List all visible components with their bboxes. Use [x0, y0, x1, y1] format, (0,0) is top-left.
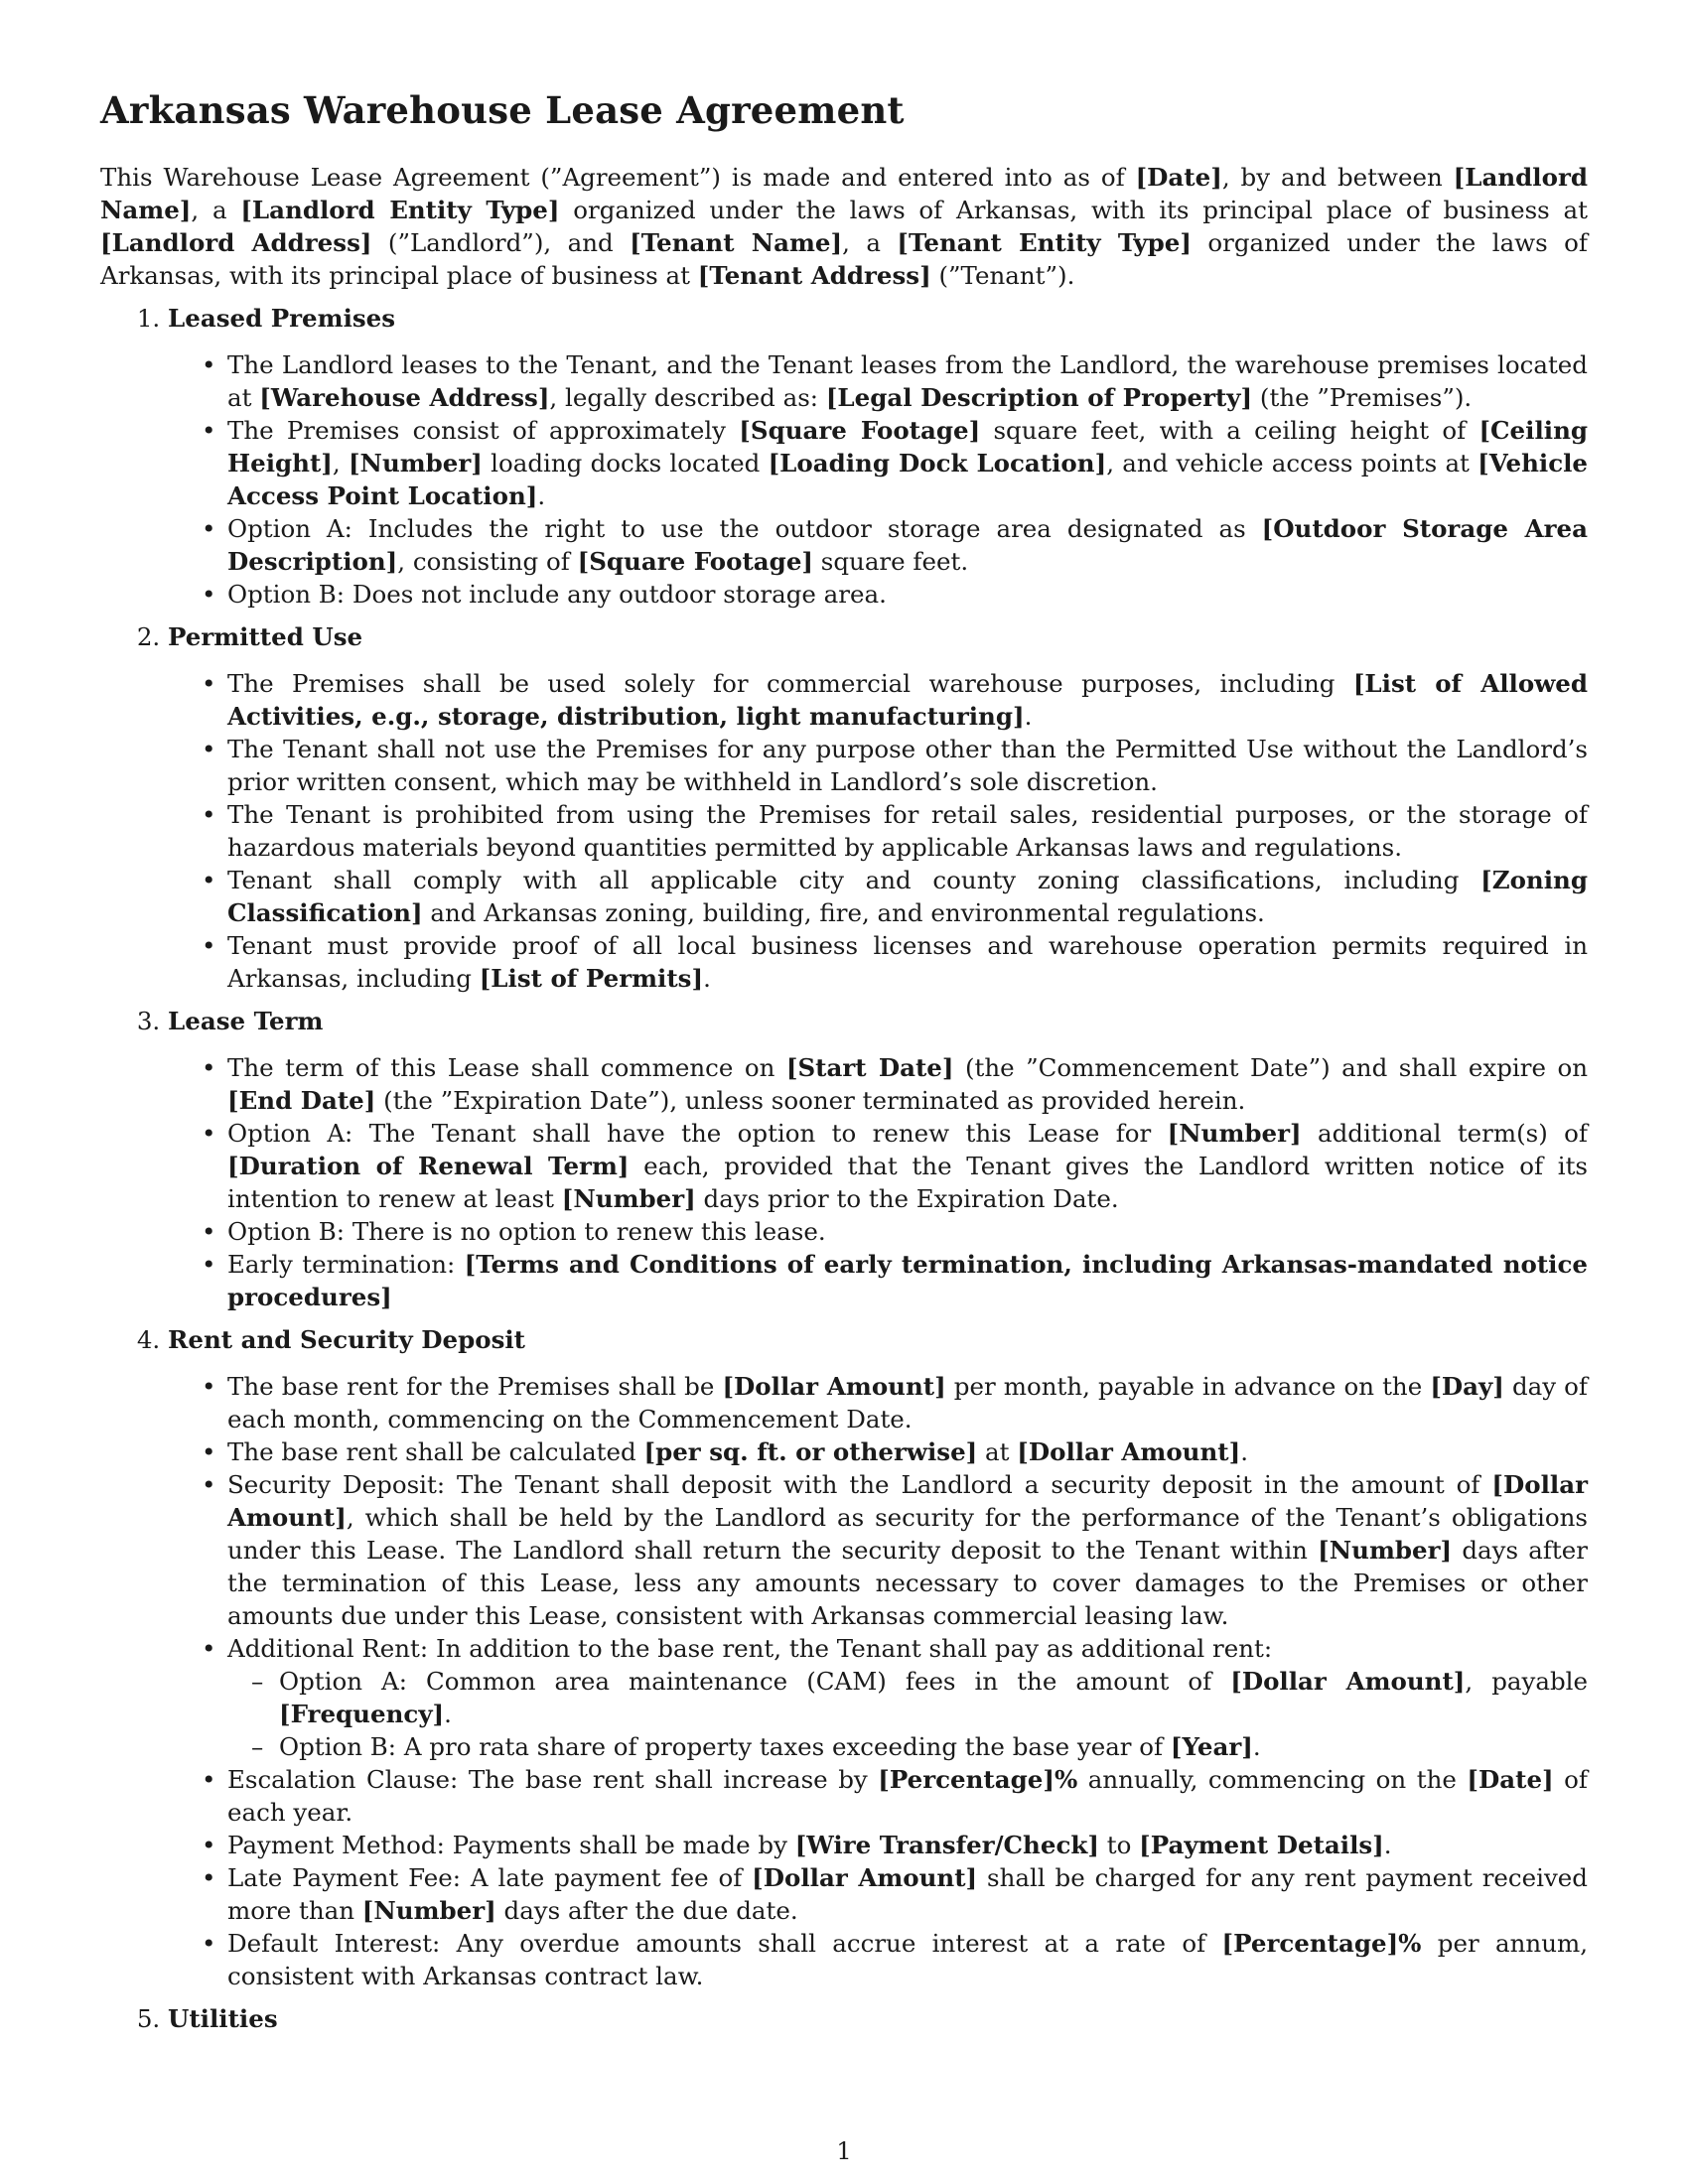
section-1: [168, 302, 1588, 611]
list-item: • Option A: Includes the right to use the outdoor storage area designated as [Outdoor Storage Area Description], consisting of [Square Footage] square feet.: [227, 512, 1588, 578]
sub-list: [227, 1665, 1588, 1763]
placeholder-field: [Landlord Entity Type]: [240, 196, 560, 224]
section-title: Utilities: [168, 2004, 278, 2033]
placeholder-field: [Year]: [1170, 1732, 1253, 1761]
list-item: • Escalation Clause: The base rent shall increase by [Percentage]% annually, commencing on the [Date] of each year.: [227, 1763, 1588, 1829]
placeholder-field: [Percentage]%: [1221, 1929, 1422, 1958]
placeholder-field: [Number]: [561, 1184, 696, 1213]
list-item: • The Tenant is prohibited from using the Premises for retail sales, residential purposes, or the storage of hazardous materials beyond quantities permitted by applicable Arkansas laws and regulations.: [227, 798, 1588, 864]
list-item: • The Tenant shall not use the Premises for any purpose other than the Permitted Use without the Landlord’s prior written consent, which may be withheld in Landlord’s sole discretion.: [227, 733, 1588, 798]
placeholder-field: [per sq. ft. or otherwise]: [643, 1437, 978, 1466]
placeholder-field: [Payment Details]: [1139, 1831, 1384, 1859]
sections-list: [100, 302, 1588, 2049]
placeholder-field: [Dollar Amount]: [227, 1470, 1588, 1532]
placeholder-field: [Dollar Amount]: [722, 1372, 946, 1401]
section-3: [168, 1005, 1588, 1313]
page-number: 1: [836, 2137, 852, 2165]
placeholder-field: [Tenant Entity Type]: [897, 228, 1192, 257]
placeholder-field: [Dollar Amount]: [1230, 1667, 1466, 1696]
list-item: • Option B: There is no option to renew this lease.: [227, 1215, 1588, 1248]
placeholder-field: [Outdoor Storage Area Description]: [227, 514, 1589, 576]
list-item: • Security Deposit: The Tenant shall deposit with the Landlord a security deposit in the amount of [Dollar Amount], which shall be held by the Landlord as security for the performance of the Tenant’s obligations under this Lease. The Landlord shall return the security deposit to the Tenant within [Number] days after the termination of this Lease, less any amounts necessary to cover damages to the Premises or other amounts due under this Lease, consistent with Arkansas commercial leasing law.: [227, 1468, 1588, 1632]
placeholder-field: [Number]: [348, 449, 483, 478]
list-item: • The Landlord leases to the Tenant, and the Tenant leases from the Landlord, the warehouse premises located at [Warehouse Address], legally described as: [Legal Description of Property] (the ”Premises”).: [227, 348, 1588, 414]
sub-list-item: – Option B: A pro rata share of property taxes exceeding the base year of [Year].: [279, 1730, 1588, 1763]
bullet-list: [168, 348, 1588, 611]
placeholder-field: [Loading Dock Location]: [768, 449, 1107, 478]
placeholder-field: [Legal Description of Property]: [825, 383, 1253, 412]
placeholder-field: [Wire Transfer/Check]: [794, 1831, 1099, 1859]
section-4: [168, 1323, 1588, 1992]
list-item: • Late Payment Fee: A late payment fee of [Dollar Amount] shall be charged for any rent payment received more than [Number] days after the due date.: [227, 1861, 1588, 1927]
list-item: • Default Interest: Any overdue amounts shall accrue interest at a rate of [Percentage]% per annum, consistent with Arkansas contract law.: [227, 1927, 1588, 1992]
placeholder-field: [Tenant Name]: [630, 228, 843, 257]
list-item: • The base rent for the Premises shall be [Dollar Amount] per month, payable in advance on the [Day] day of each month, commencing on the Commencement Date.: [227, 1370, 1588, 1435]
placeholder-field: [Frequency]: [279, 1700, 445, 1728]
placeholder-field: [Ceiling Height]: [227, 416, 1589, 478]
list-item: • Payment Method: Payments shall be made by [Wire Transfer/Check] to [Payment Details].: [227, 1829, 1588, 1861]
placeholder-field: [Square Footage]: [739, 416, 981, 445]
document-title: Arkansas Warehouse Lease Agreement: [100, 88, 905, 132]
placeholder-field: [Landlord Address]: [100, 228, 372, 257]
list-item: • Option A: The Tenant shall have the option to renew this Lease for [Number] additional term(s) of [Duration of Renewal Term] each, provided that the Tenant gives the Landlord written notice of its intention to renew at least [Number] days prior to the Expiration Date.: [227, 1117, 1588, 1215]
placeholder-field: [Percentage]%: [878, 1765, 1078, 1794]
placeholder-field: [Number]: [1318, 1536, 1453, 1565]
section-2: [168, 620, 1588, 995]
placeholder-field: [Number]: [1167, 1119, 1302, 1148]
intro-paragraph: This Warehouse Lease Agreement (”Agreement”) is made and entered into as of [Date], by and between [Landlord Name], a [Landlord Entity Type] organized under the laws of Arkansas, with its principal place of business at [Landlord Address] (”Landlord”), and [Tenant Name], a [Tenant Entity Type] organized under the laws of Arkansas, with its principal place of business at [Tenant Address] (”Tenant”).: [100, 163, 1588, 290]
list-item: • The Premises consist of approximately [Square Footage] square feet, with a ceiling height of [Ceiling Height], [Number] loading docks located [Loading Dock Location], and vehicle access points at [Vehicle Access Point Location].: [227, 414, 1588, 512]
section-title: Permitted Use: [168, 622, 363, 651]
section-title: Lease Term: [168, 1007, 324, 1035]
placeholder-field: [List of Permits]: [479, 964, 704, 993]
placeholder-field: [Dollar Amount]: [752, 1863, 978, 1892]
bullet-list: [168, 1051, 1588, 1313]
list-item: • Tenant must provide proof of all local business licenses and warehouse operation permits required in Arkansas, including [List of Permits].: [227, 929, 1588, 995]
placeholder-field: [Warehouse Address]: [259, 383, 550, 412]
placeholder-field: [Zoning Classification]: [227, 866, 1588, 927]
placeholder-field: [Start Date]: [785, 1053, 954, 1082]
section-5: [168, 2002, 1588, 2049]
placeholder-field: [Landlord Name]: [100, 163, 1588, 224]
placeholder-field: [Terms and Conditions of early termination, including Arkansas-mandated notice procedures]: [227, 1250, 1588, 1311]
bullet-list: [168, 667, 1588, 995]
placeholder-field: [List of Allowed Activities, e.g., storage, distribution, light manufacturing]: [227, 669, 1588, 731]
list-item: • The Premises shall be used solely for commercial warehouse purposes, including [List of Allowed Activities, e.g., storage, distribution, light manufacturing].: [227, 667, 1588, 733]
list-item: • Option B: Does not include any outdoor storage area.: [227, 578, 1588, 611]
sub-list-item: – Option A: Common area maintenance (CAM) fees in the amount of [Dollar Amount], payable [Frequency].: [279, 1665, 1588, 1730]
section-title: Leased Premises: [168, 304, 396, 333]
placeholder-field: [Tenant Address]: [697, 261, 931, 290]
list-item: • Early termination: [Terms and Conditions of early termination, including Arkansas-mandated notice procedures]: [227, 1248, 1588, 1313]
list-item: • The base rent shall be calculated [per sq. ft. or otherwise] at [Dollar Amount].: [227, 1435, 1588, 1468]
section-title: Rent and Security Deposit: [168, 1325, 525, 1354]
list-item: • Tenant shall comply with all applicable city and county zoning classifications, including [Zoning Classification] and Arkansas zoning, building, fire, and environmental regulations.: [227, 864, 1588, 929]
placeholder-field: [Date]: [1467, 1765, 1554, 1794]
placeholder-field: [Square Footage]: [577, 547, 813, 576]
placeholder-field: [Day]: [1430, 1372, 1504, 1401]
document-page: [100, 87, 1588, 2059]
bullet-list: [168, 1370, 1588, 1992]
placeholder-field: [Dollar Amount]: [1017, 1437, 1241, 1466]
list-item: • Additional Rent: In addition to the base rent, the Tenant shall pay as additional rent: – Option A: Common area maintenance (CAM) fees in the amount of [Dollar Amount], payable [Frequency]. – Option B: A pro rata share of property taxes exceeding the base year of [Year].: [227, 1632, 1588, 1763]
placeholder-field: [Date]: [1135, 163, 1222, 192]
placeholder-field: [Duration of Renewal Term]: [227, 1152, 630, 1180]
placeholder-field: [End Date]: [227, 1086, 376, 1115]
placeholder-field: [Number]: [361, 1896, 496, 1925]
placeholder-field: [Vehicle Access Point Location]: [227, 449, 1589, 510]
list-item: • The term of this Lease shall commence on [Start Date] (the ”Commencement Date”) and shall expire on [End Date] (the ”Expiration Date”), unless sooner terminated as provided herein.: [227, 1051, 1588, 1117]
